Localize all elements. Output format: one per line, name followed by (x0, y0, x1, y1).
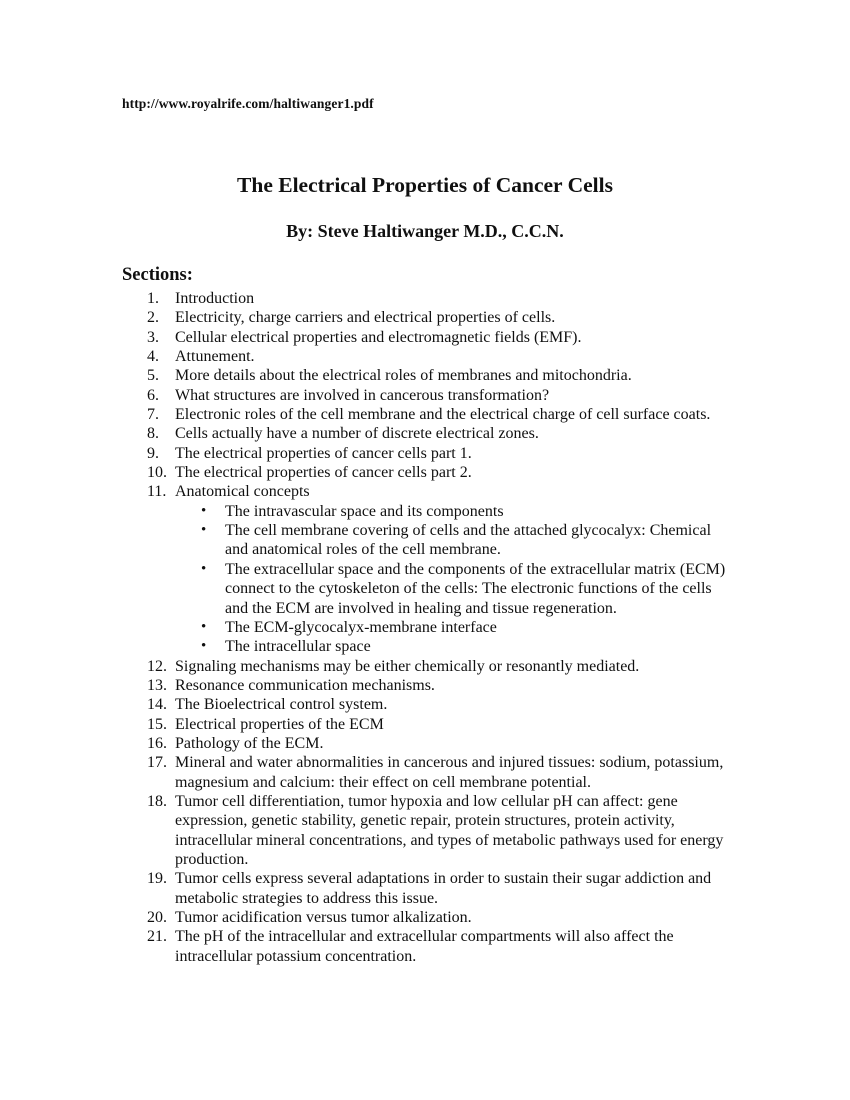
list-item-text (175, 792, 731, 869)
list-item-number: 15. (147, 715, 167, 733)
list-item-label: Tumor cell differentiation, tumor hypoxia and low cellular pH can affect: gene expression, genetic stability, genetic repair, protein structures, protein activity, intracellular mineral concentrations, and types of metabolic pathways used for energy production. (175, 792, 724, 868)
list-item-number: 6. (147, 386, 159, 404)
list-item (147, 792, 731, 869)
sub-list-item (175, 618, 731, 637)
list-item-text (175, 444, 731, 463)
list-item-text (175, 386, 731, 405)
list-item (147, 869, 731, 908)
list-item-number: 2. (147, 309, 159, 327)
list-item (147, 715, 731, 734)
list-item-text (175, 328, 731, 347)
bullet-icon: • (201, 618, 207, 635)
list-item-label: Electronic roles of the cell membrane and the electrical charge of cell surface coats. (175, 406, 711, 424)
list-item (147, 405, 731, 424)
list-item (147, 927, 731, 966)
list-item-text (175, 908, 731, 927)
list-item (147, 463, 731, 482)
list-item-number: 21. (147, 928, 167, 946)
sub-list-item-text: The intravascular space and its components (225, 502, 504, 520)
list-item-number: 14. (147, 696, 167, 714)
list-item-number: 5. (147, 367, 159, 385)
list-item (147, 444, 731, 463)
list-item (147, 366, 731, 385)
list-item (147, 908, 731, 927)
list-item-label: More details about the electrical roles of membranes and mitochondria. (175, 367, 632, 385)
list-item-text (175, 753, 731, 792)
list-item-label: The pH of the intracellular and extracellular compartments will also affect the intracellular potassium concentration. (175, 928, 674, 965)
list-item-number: 4. (147, 348, 159, 366)
list-item-number: 7. (147, 406, 159, 424)
bullet-icon: • (201, 522, 207, 539)
bullet-icon: • (201, 502, 207, 519)
list-item-label: Pathology of the ECM. (175, 734, 324, 752)
list-item-label: Introduction (175, 290, 255, 307)
sub-list-item (175, 560, 731, 618)
list-item-number: 1. (147, 290, 159, 307)
list-item-text (175, 289, 731, 308)
list-item-number: 11. (147, 483, 167, 501)
list-item (147, 676, 731, 695)
list-item-text (175, 715, 731, 734)
list-item (147, 347, 731, 366)
list-item-text (175, 869, 731, 908)
list-item (147, 328, 731, 347)
list-item-text (175, 405, 731, 424)
list-item-text (175, 927, 731, 966)
list-item-label: Electrical properties of the ECM (175, 715, 384, 733)
list-item (147, 482, 731, 656)
list-item-label: Cellular electrical properties and electromagnetic fields (EMF). (175, 328, 582, 346)
list-item-text (175, 695, 731, 714)
list-item (147, 289, 731, 308)
sections-heading: Sections: (122, 265, 193, 285)
list-item (147, 753, 731, 792)
sub-list-item (175, 502, 731, 521)
sub-list-item-text: The extracellular space and the components of the extracellular matrix (ECM) connect to the cytoskeleton of the cells: The electronic functions of the cells and the ECM are involved in healing and tissue regeneration. (225, 560, 726, 617)
list-item-text (175, 657, 731, 676)
list-item-label: Tumor acidification versus tumor alkalization. (175, 909, 472, 926)
byline: By: Steve Haltiwanger M.D., C.C.N. (286, 221, 564, 241)
list-item-label: Electricity, charge carriers and electrical properties of cells. (175, 309, 556, 327)
list-item-label: Signaling mechanisms may be either chemically or resonantly mediated. (175, 657, 640, 675)
sections-list (147, 289, 731, 966)
list-item-label: Anatomical concepts (175, 483, 310, 501)
list-item-text (175, 463, 731, 482)
list-item-label: What structures are involved in cancerous transformation? (175, 386, 550, 404)
list-item-number: 18. (147, 792, 167, 810)
sub-list-item-text: The ECM-glycocalyx-membrane interface (225, 618, 497, 636)
list-item-label: The electrical properties of cancer cells part 1. (175, 444, 472, 462)
list-item (147, 695, 731, 714)
list-item (147, 308, 731, 327)
list-item-label: The Bioelectrical control system. (175, 696, 388, 714)
document-url: http://www.royalrife.com/haltiwanger1.pdf (122, 96, 374, 111)
list-item-number: 10. (147, 464, 167, 482)
list-item-number: 19. (147, 870, 167, 888)
list-item (147, 386, 731, 405)
list-item-text (175, 308, 731, 327)
list-item (147, 657, 731, 676)
list-item-number: 13. (147, 676, 167, 694)
list-item-number: 12. (147, 657, 167, 675)
list-item-text (175, 734, 731, 753)
list-item (147, 734, 731, 753)
list-item-label: Attunement. (175, 348, 255, 366)
bullet-icon: • (201, 638, 207, 655)
list-item-text (175, 676, 731, 695)
list-item-text (175, 347, 731, 366)
list-item-number: 9. (147, 444, 159, 462)
list-item-text (175, 482, 731, 656)
list-item-text (175, 366, 731, 385)
list-item-number: 20. (147, 909, 167, 926)
list-item-label: Tumor cells express several adaptations in order to sustain their sugar addiction and metabolic strategies to address this issue. (175, 870, 712, 907)
list-item-text (175, 424, 731, 443)
page-title: The Electrical Properties of Cancer Cells (237, 173, 613, 197)
sub-list-item (175, 521, 731, 560)
list-item-number: 8. (147, 425, 159, 443)
list-item-number: 17. (147, 754, 167, 772)
list-item (147, 424, 731, 443)
list-item-label: Mineral and water abnormalities in cancerous and injured tissues: sodium, potassium, magnesium and calcium: their effect on cell membrane potential. (175, 754, 724, 791)
sub-list-item-text: The intracellular space (225, 638, 371, 656)
sub-list-item (175, 637, 731, 656)
list-item-number: 3. (147, 328, 159, 346)
list-item-label: The electrical properties of cancer cells part 2. (175, 464, 472, 482)
list-item-label: Cells actually have a number of discrete electrical zones. (175, 425, 539, 443)
sub-list-item-text: The cell membrane covering of cells and the attached glycocalyx: Chemical and anatomical roles of the cell membrane. (225, 522, 712, 559)
list-item-number: 16. (147, 734, 167, 752)
list-item-label: Resonance communication mechanisms. (175, 676, 435, 694)
bullet-icon: • (201, 560, 207, 577)
